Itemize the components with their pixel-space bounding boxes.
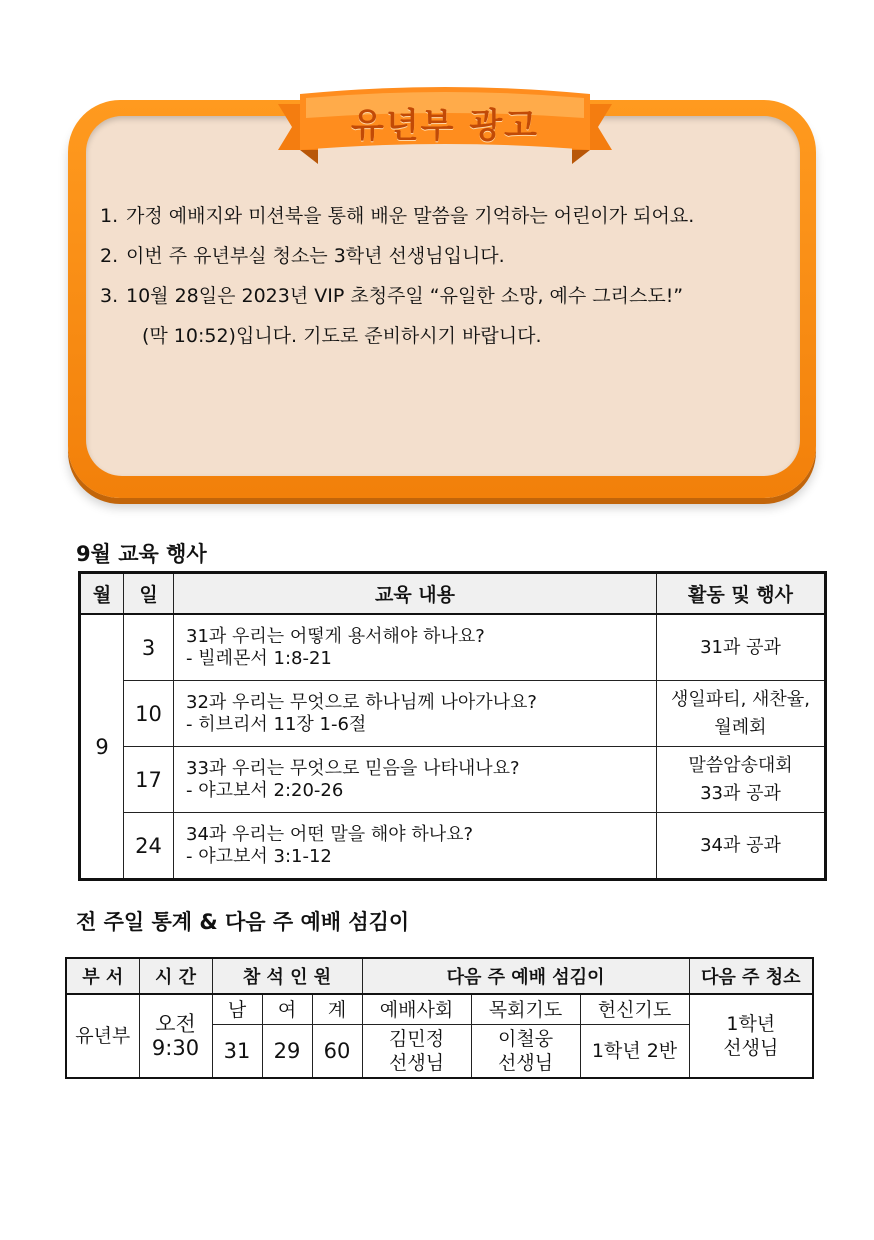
header-time: 시 간 (139, 958, 212, 994)
stats-section-title: 전 주일 통계 & 다음 주 예배 섬김이 (76, 910, 410, 934)
announcement-item-number: 1. (100, 205, 119, 227)
lesson-scripture: - 야고보서 2:20-26 (186, 779, 344, 801)
header-attendance: 참 석 인 원 (212, 958, 362, 994)
header-dept: 부 서 (66, 958, 139, 994)
lesson-title: 32과 우리는 무엇으로 하나님께 나아가나요? (186, 691, 537, 713)
day-cell: 3 (124, 614, 174, 681)
leader-line: 선생님 (388, 1052, 445, 1074)
lesson-scripture: - 히브리서 11장 1-6절 (186, 713, 367, 735)
announcement-item-text: 가정 예배지와 미션북을 통해 배운 말씀을 기억하는 어린이가 되어요. (126, 205, 695, 227)
leader-cell (362, 1025, 471, 1079)
header-content: 교육 내용 (174, 573, 657, 615)
activity-line: 31과 공과 (700, 636, 781, 658)
month-cell: 9 (80, 614, 124, 880)
pastoral-line: 선생님 (497, 1052, 554, 1074)
leader-line: 김민정 (388, 1028, 445, 1050)
lesson-scripture: - 야고보서 3:1-12 (186, 845, 332, 867)
announcement-item-number: 3. (100, 285, 119, 307)
activity-line: 말씀암송대회 (688, 754, 793, 776)
announcement-title: 유년부 광고 (350, 106, 540, 146)
announcement-item-text: 10월 28일은 2023년 VIP 초청주일 “유일한 소망, 예수 그리스도!” (126, 285, 684, 307)
time-line: 오전 (155, 1012, 196, 1036)
time-line: 9:30 (151, 1036, 200, 1060)
table-row (80, 747, 826, 813)
day-cell: 17 (124, 747, 174, 813)
activity-cell (657, 747, 826, 813)
day-cell: 24 (124, 813, 174, 880)
lesson-cell (174, 681, 657, 747)
header-month: 월 (80, 573, 124, 615)
header-cleaning: 다음 주 청소 (689, 958, 813, 994)
activity-line: 월례회 (714, 716, 767, 738)
total-count: 60 (312, 1025, 362, 1079)
activity-cell (657, 681, 826, 747)
cleaning-line: 선생님 (723, 1037, 779, 1059)
announcement-item (100, 196, 800, 236)
day-cell: 10 (124, 681, 174, 747)
header-day: 일 (124, 573, 174, 615)
table-row (80, 813, 826, 880)
stats-header-row (66, 958, 813, 994)
table-row (80, 614, 826, 681)
male-count: 31 (212, 1025, 262, 1079)
activity-line: 33과 공과 (700, 782, 781, 804)
activity-line: 34과 공과 (700, 834, 781, 856)
announcement-ribbon (278, 84, 612, 166)
announcement-item-continuation: (막 10:52)입니다. 기도로 준비하시기 바랍니다. (142, 325, 542, 347)
cleaning-line: 1학년 (726, 1013, 776, 1035)
lesson-cell (174, 747, 657, 813)
education-table (78, 571, 827, 881)
time-cell (139, 994, 212, 1078)
lesson-cell (174, 614, 657, 681)
table-row (80, 681, 826, 747)
lesson-title: 31과 우리는 어떻게 용서해야 하나요? (186, 625, 485, 647)
education-header-row (80, 573, 826, 615)
dept-cell: 유년부 (66, 994, 139, 1078)
activity-line: 생일파티, 새찬율, (671, 688, 810, 710)
lesson-title: 34과 우리는 어떤 말을 해야 하나요? (186, 823, 474, 845)
stats-table (65, 957, 814, 1079)
subheader-total: 계 (312, 994, 362, 1025)
lesson-scripture: - 빌레몬서 1:8-21 (186, 647, 332, 669)
announcement-item (100, 236, 800, 276)
cleaning-cell (689, 994, 813, 1078)
announcement-item-text: 이번 주 유년부실 청소는 3학년 선생님입니다. (126, 245, 505, 267)
pastoral-line: 이철웅 (497, 1028, 554, 1050)
subheader-female: 여 (262, 994, 312, 1025)
announcement-item (100, 276, 800, 316)
lesson-title: 33과 우리는 무엇으로 믿음을 나타내나요? (186, 757, 520, 779)
pastoral-prayer-cell (471, 1025, 580, 1079)
header-activity: 활동 및 행사 (657, 573, 826, 615)
subheader-offering-prayer: 헌신기도 (580, 994, 689, 1025)
announcement-item-number: 2. (100, 245, 119, 267)
stats-subheader-row (66, 994, 813, 1025)
female-count: 29 (262, 1025, 312, 1079)
subheader-leader: 예배사회 (362, 994, 471, 1025)
offering-prayer-cell: 1학년 2반 (580, 1025, 689, 1079)
activity-cell (657, 813, 826, 880)
education-section-title: 9월 교육 행사 (76, 542, 207, 566)
subheader-pastoral-prayer: 목회기도 (471, 994, 580, 1025)
activity-cell (657, 614, 826, 681)
header-servers: 다음 주 예배 섬김이 (362, 958, 689, 994)
announcement-list (100, 196, 800, 356)
lesson-cell (174, 813, 657, 880)
subheader-male: 남 (212, 994, 262, 1025)
